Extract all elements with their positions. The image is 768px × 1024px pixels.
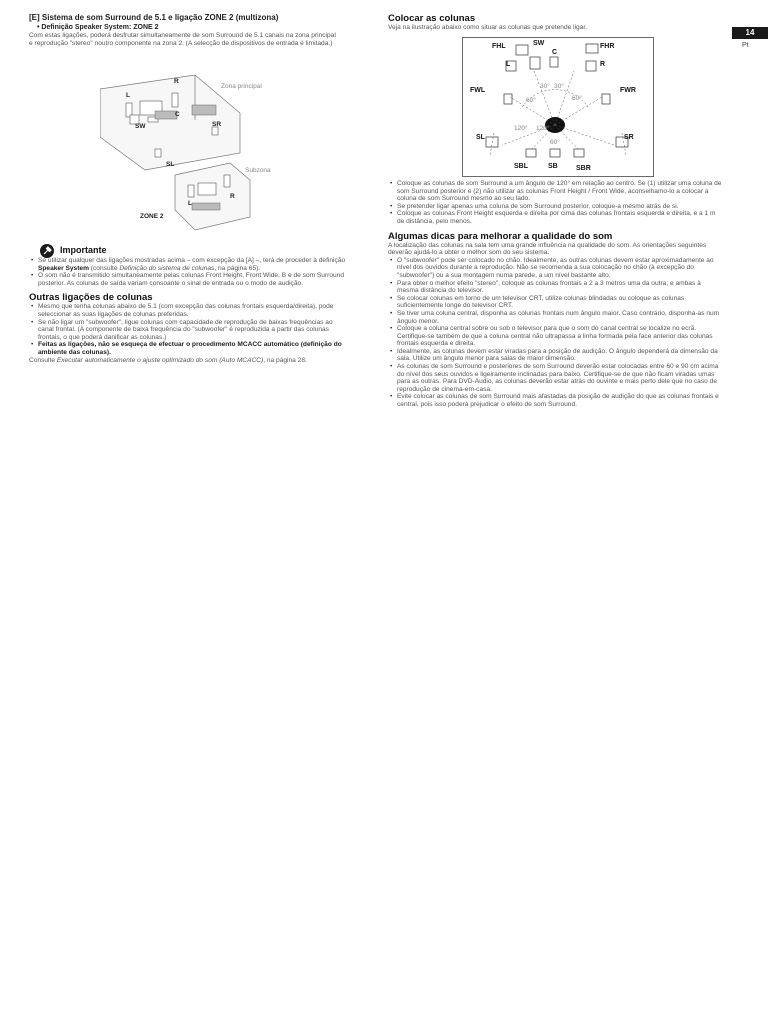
subzone-label: Subzona [245, 167, 271, 174]
label-fwl: FWL [470, 87, 486, 94]
place-speakers-intro: Veja na ilustração abaixo como situar as colunas que pretende ligar. [388, 24, 588, 31]
sound-tips-intro: A localização das colunas na sala tem uma grande influência na qualidade do som. As orientações seguintes deverão ajudá-lo a obter o melhor som do seu sistema. [388, 241, 707, 257]
tip-item-4: • Se tiver uma coluna central, disponha as colunas frontais num ângulo maior. Caso contrário, disponha-as num ângulo menor. [388, 310, 722, 325]
tip-item-8: • Evite colocar as colunas de som Surround mais afastadas da posição de audição do que as colunas frontais e central, pois isso poderá prejudicar o efeito de som Surround. [388, 393, 722, 408]
tip-item-6: • Idealmente, as colunas devem estar viradas para a posição de audição. O ângulo dependerá da dimensão da sala. Utilize um ângulo menor para salas de maior dimensão. [388, 348, 722, 363]
label-sb: SB [548, 163, 558, 170]
placement-note-1: • Coloque as colunas de som Surround a um ângulo de 120° em relação ao centro. Se (1) utilizar uma coluna de som Surround posterior e (2) não utilizar as colunas Front Height / Front Wide, aconselhamo-lo a colocar a coluna de som Surround mesmo ao seu lado. [388, 180, 722, 203]
consult-mcacc: Consulte Executar automaticamente o ajuste optimizado do som (Auto MCACC), na página 28. [29, 356, 307, 364]
important-item-1: • Se utilizar qualquer das ligações mostradas acima – com excepção da [A] –, terá de proceder à definição Speaker System (consulte Definição do sistema de colunas, na página 65). [29, 257, 350, 272]
sound-tips-list [388, 257, 724, 409]
zone2-label-l: L [188, 200, 192, 207]
placement-note-2: • Se pretender ligar apenas uma coluna de som Surround posterior, coloque-a mesmo atrás de si. [388, 203, 722, 211]
label-sr: SR [624, 134, 634, 141]
other-connections-list [29, 303, 365, 356]
label-c: C [552, 49, 558, 56]
important-icon [40, 244, 54, 258]
tip-item-2: • Para obter o melhor efeito "stereo", coloque as colunas frontais a 2 a 3 metros uma da outra, e ambas à mesma distância do televisor. [388, 280, 722, 295]
placement-note-3: • Coloque as colunas Front Height esquerda e direita por cima das colunas frontais esquerda e direita, e a 1 m de distância, pelo menos. [388, 210, 722, 225]
tip-item-7: • As colunas de som Surround e posteriores de som Surround deverão estar colocadas entre 60 e 90 cm acima do nível dos seus ouvidos e ligeiramente inclinadas para baixo. Certifique-se de que não ficam viradas umas para as outras. Para DVD-Audio, as colunas deverão estar atrás do ouvinte e mais perto dele que no caso de reprodução de cinema-em-casa. [388, 363, 722, 393]
angle-60-back: 60° [550, 139, 560, 146]
label-fwr: FWR [620, 87, 636, 94]
label-sw: SW [533, 40, 545, 47]
angle-30-right: 30° [554, 83, 564, 90]
zone2-label-r: R [230, 193, 235, 200]
page-language: Pt [742, 42, 749, 49]
label-r: R [600, 61, 606, 68]
angle-30-left: 30° [540, 83, 550, 90]
sound-tips-title: Algumas dicas para melhorar a qualidade do som [388, 230, 613, 242]
zone2-room-diagram [100, 75, 290, 235]
speaker-label-sl: SL [166, 161, 175, 168]
label-sl: SL [476, 134, 485, 141]
speaker-label-c: C [175, 111, 180, 118]
right-lower [388, 180, 724, 409]
tip-item-5: • Coloque a coluna central sobre ou sob o televisor para que o som do canal central se localize no ecrã. Certifique-se também de que a coluna central não ultrapassa a linha formada pela face anterior das colunas frontais esquerda e direita. [388, 325, 722, 348]
label-fhr: FHR [600, 43, 615, 50]
important-list [29, 257, 365, 287]
left-column [29, 13, 365, 47]
placement-notes-list [388, 180, 724, 226]
other-item-1: • Mesmo que tenha colunas abaixo de 5.1 (com excepção das colunas frontais esquerda/direita), pode seleccionar as suas ligações de colunas preferidas. [29, 303, 350, 318]
right-column [388, 13, 724, 32]
important-header [40, 244, 360, 256]
tip-item-3: • Se colocar colunas em torno de um televisor CRT, utilize colunas blindadas ou coloque as colunas suficientemente longe do televisor CRT. [388, 295, 722, 310]
placement-illustration [462, 37, 654, 177]
speaker-label-sw: SW [135, 123, 146, 130]
zone2-intro: Com estas ligações, poderá desfrutar simultaneamente de som Surround de 5.1 canais na zona principal e reprodução "stereo" noutro componente na zona 2. (A selecção de dispositivos de entrada é limitada.) [29, 32, 336, 47]
label-sbl: SBL [514, 163, 528, 170]
speaker-label-r: R [174, 78, 179, 85]
angle-60-right: 60° [572, 95, 582, 102]
room-illustration [100, 75, 290, 235]
label-fhl: FHL [492, 43, 506, 50]
other-item-3: • Feitas as ligações, não se esqueça de efectuar o procedimento MCACC automático (definição do ambiente das colunas). [29, 341, 350, 356]
other-connections-title: Outras ligações de colunas [29, 292, 153, 304]
angle-120-right: 120° [536, 125, 550, 132]
other-item-2: • Se não ligar um "subwoofer", ligue colunas com capacidade de reprodução de baixas frequências ao canal frontal. (A componente de baixa frequência do "subwoofer" é reproduzida a partir das colunas frontais, o que poderá danificar as colunas.) [29, 319, 350, 342]
section-subtitle: • Definição Speaker System: ZONE 2 [37, 23, 365, 32]
important-title: Importante [60, 245, 107, 255]
angle-120-left: 120° [514, 125, 528, 132]
speaker-label-l: L [126, 92, 130, 99]
tip-item-1: • O "subwoofer" pode ser colocado no chão. Idealmente, as outras colunas devem estar aproximadamente ao nível dos ouvidos durante a reprodução. Não se recomenda a sua colocação no chão (à excepção do "subwoofer") ou a sua montagem numa parede, a um nível bastante alto. [388, 257, 722, 280]
place-speakers-title: Colocar as colunas [388, 13, 476, 24]
page-number-badge: 14 [732, 27, 768, 39]
angle-60-left: 60° [526, 97, 536, 104]
label-sbr: SBR [576, 165, 591, 172]
label-l: L [506, 61, 511, 68]
speaker-placement-diagram [462, 37, 654, 177]
section-title-e: [E] Sistema de som Surround de 5.1 e ligação ZONE 2 (multizona) [29, 13, 279, 22]
zone2-label: ZONE 2 [140, 213, 164, 220]
left-lower [29, 257, 365, 364]
main-zone-label: Zona principal [221, 83, 262, 90]
speaker-label-sr: SR [212, 121, 222, 128]
important-item-2: • O som não é transmitido simultaneamente pelas colunas Front Height, Front Wide, B e de som Surround posterior. As colunas de saída variam consoante o sinal de entrada ou o modo de audição. [29, 272, 350, 287]
